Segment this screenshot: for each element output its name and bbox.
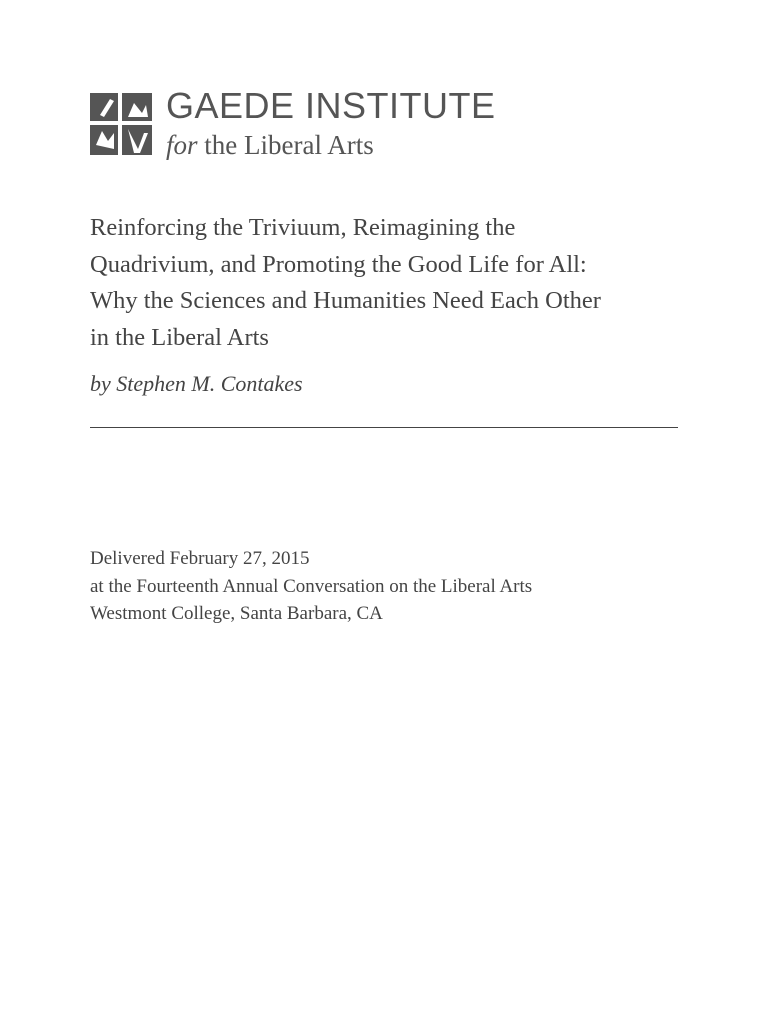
- paper-title-line: in the Liberal Arts: [90, 323, 269, 351]
- delivery-location-line: Westmont College, Santa Barbara, CA: [90, 603, 383, 624]
- delivery-info: [90, 545, 532, 628]
- paper-author: by Stephen M. Contakes: [90, 371, 303, 396]
- institute-logo-mark: [90, 93, 152, 155]
- paper-title-line: Why the Sciences and Humanities Need Each Other: [90, 287, 601, 314]
- institute-subtitle: [166, 128, 374, 162]
- institute-subtitle-for: for: [166, 130, 198, 160]
- delivery-date-line: Delivered February 27, 2015: [90, 548, 310, 569]
- paper-title-line: Quadrivium, and Promoting the Good Life for All:: [90, 250, 587, 278]
- institute-subtitle-rest: the Liberal Arts: [197, 130, 374, 160]
- logo-mark-icon: [90, 93, 152, 155]
- delivery-event-line: at the Fourteenth Annual Conversation on the Liberal Arts: [90, 575, 533, 597]
- paper-title: [90, 210, 690, 356]
- institute-name: GAEDE INSTITUTE: [166, 85, 496, 126]
- paper-title-line: Reinforcing the Triviuum, Reimagining the: [90, 214, 516, 241]
- divider-rule: [90, 427, 678, 428]
